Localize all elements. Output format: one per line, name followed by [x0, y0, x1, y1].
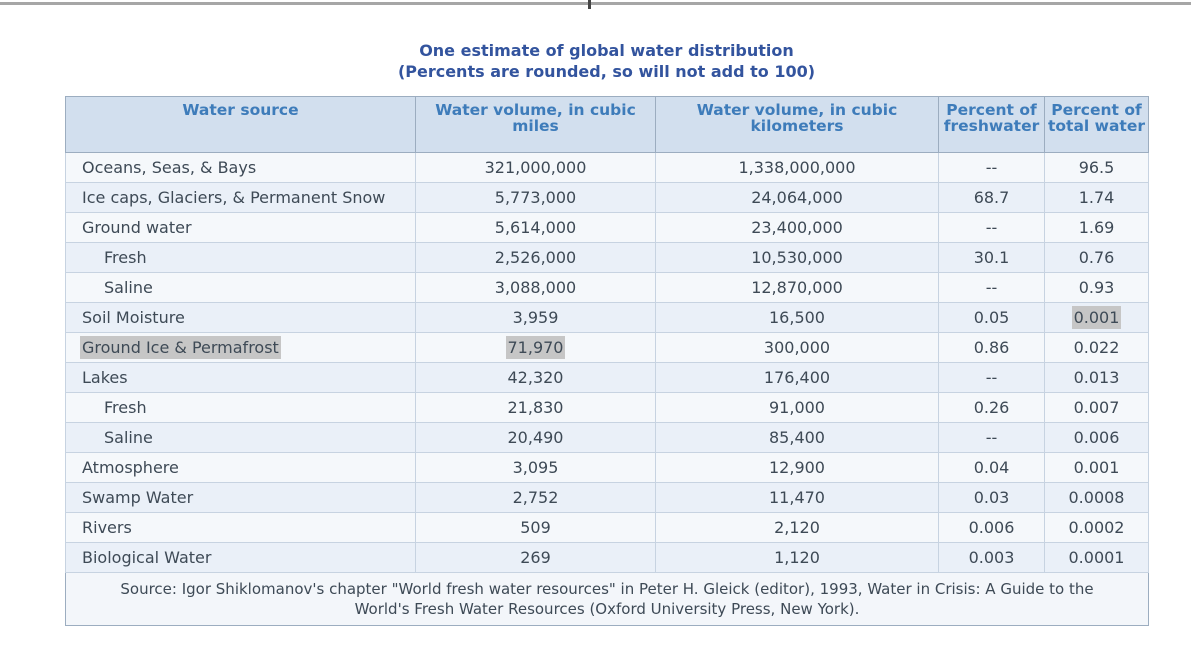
- cell-percent-total-water: [1045, 273, 1149, 303]
- cell-water-source: [66, 273, 416, 303]
- table-row: [66, 543, 1149, 573]
- cell-volume-cubic-miles: [416, 423, 656, 453]
- cell-percent-freshwater: [939, 213, 1045, 243]
- cell-percent-total-water: [1045, 543, 1149, 573]
- cell-percent-freshwater: [939, 483, 1045, 513]
- percent-total-water-value: 0.0001: [1068, 548, 1125, 567]
- cell-water-source: [66, 423, 416, 453]
- volume-miles-value: 20,490: [507, 428, 564, 447]
- cell-volume-cubic-miles: [416, 153, 656, 183]
- cell-volume-cubic-kilometers: [656, 303, 939, 333]
- source-row: [66, 573, 1149, 626]
- table-row: [66, 303, 1149, 333]
- table-row: [66, 273, 1149, 303]
- table-row: [66, 153, 1149, 183]
- water-source-label: Lakes: [82, 368, 128, 387]
- cell-water-source: [66, 213, 416, 243]
- cell-percent-total-water: [1045, 243, 1149, 273]
- percent-total-water-value: 0.007: [1073, 398, 1120, 417]
- cell-water-source: [66, 393, 416, 423]
- cell-percent-total-water: [1045, 333, 1149, 363]
- volume-kilometers-value: 12,870,000: [751, 278, 843, 297]
- cell-percent-freshwater: [939, 513, 1045, 543]
- percent-total-water-value: 0.001: [1073, 308, 1120, 327]
- percent-total-water-value: 1.74: [1078, 188, 1115, 207]
- volume-kilometers-value: 16,500: [769, 308, 825, 327]
- header-percent-total-water: Percent of total water: [1045, 97, 1149, 153]
- cell-volume-cubic-kilometers: [656, 543, 939, 573]
- cell-percent-total-water: [1045, 483, 1149, 513]
- cell-volume-cubic-kilometers: [656, 483, 939, 513]
- cell-percent-freshwater: [939, 183, 1045, 213]
- percent-freshwater-value: 30.1: [973, 248, 1010, 267]
- percent-total-water-value: 1.69: [1078, 218, 1115, 237]
- cell-percent-freshwater: [939, 543, 1045, 573]
- cell-water-source: [66, 303, 416, 333]
- title-line-2: (Percents are rounded, so will not add to 100): [397, 62, 816, 81]
- table-title: [65, 40, 1148, 82]
- table-row: [66, 213, 1149, 243]
- percent-freshwater-value: 0.03: [973, 488, 1010, 507]
- cell-percent-freshwater: [939, 333, 1045, 363]
- volume-miles-value: 509: [520, 518, 551, 537]
- water-source-label: Fresh: [104, 398, 147, 417]
- table-row: [66, 453, 1149, 483]
- volume-miles-value: 5,614,000: [494, 218, 577, 237]
- cell-volume-cubic-miles: [416, 483, 656, 513]
- volume-miles-value: 321,000,000: [484, 158, 587, 177]
- cell-volume-cubic-miles: [416, 513, 656, 543]
- cell-percent-freshwater: [939, 363, 1045, 393]
- water-source-label: Ground Ice & Permafrost: [82, 338, 279, 357]
- percent-freshwater-value: --: [985, 218, 998, 237]
- percent-freshwater-value: 0.05: [973, 308, 1010, 327]
- volume-kilometers-value: 23,400,000: [751, 218, 843, 237]
- volume-miles-value: 3,095: [512, 458, 559, 477]
- table-row: [66, 183, 1149, 213]
- header-row: [66, 97, 1149, 153]
- cell-volume-cubic-miles: [416, 363, 656, 393]
- cell-percent-freshwater: [939, 153, 1045, 183]
- percent-freshwater-value: 0.003: [968, 548, 1015, 567]
- water-source-label: Rivers: [82, 518, 132, 537]
- content-area: [65, 0, 1148, 626]
- cell-volume-cubic-kilometers: [656, 393, 939, 423]
- percent-total-water-value: 0.001: [1073, 458, 1120, 477]
- cell-water-source: [66, 243, 416, 273]
- percent-freshwater-value: 68.7: [973, 188, 1010, 207]
- cell-volume-cubic-miles: [416, 273, 656, 303]
- volume-miles-value: 2,752: [512, 488, 559, 507]
- volume-kilometers-value: 176,400: [763, 368, 831, 387]
- cell-percent-freshwater: [939, 423, 1045, 453]
- volume-kilometers-value: 24,064,000: [751, 188, 843, 207]
- cell-percent-total-water: [1045, 423, 1149, 453]
- table-row: [66, 423, 1149, 453]
- cell-water-source: [66, 513, 416, 543]
- volume-kilometers-value: 12,900: [769, 458, 825, 477]
- water-source-label: Soil Moisture: [82, 308, 185, 327]
- cell-volume-cubic-miles: [416, 393, 656, 423]
- volume-kilometers-value: 2,120: [774, 518, 820, 537]
- water-distribution-table: [65, 96, 1149, 626]
- cell-volume-cubic-kilometers: [656, 423, 939, 453]
- percent-total-water-value: 0.93: [1078, 278, 1115, 297]
- percent-freshwater-value: --: [985, 158, 998, 177]
- percent-freshwater-value: 0.86: [973, 338, 1010, 357]
- cell-volume-cubic-kilometers: [656, 513, 939, 543]
- volume-miles-value: 3,088,000: [494, 278, 577, 297]
- volume-kilometers-value: 91,000: [769, 398, 825, 417]
- cell-volume-cubic-miles: [416, 453, 656, 483]
- table-row: [66, 363, 1149, 393]
- percent-total-water-value: 0.0008: [1068, 488, 1125, 507]
- cell-volume-cubic-kilometers: [656, 213, 939, 243]
- table-row: [66, 333, 1149, 363]
- cell-percent-total-water: [1045, 153, 1149, 183]
- volume-miles-value: 5,773,000: [494, 188, 577, 207]
- cell-volume-cubic-kilometers: [656, 333, 939, 363]
- water-source-label: Biological Water: [82, 548, 212, 567]
- cell-percent-freshwater: [939, 453, 1045, 483]
- volume-kilometers-value: 11,470: [769, 488, 825, 507]
- cell-percent-total-water: [1045, 393, 1149, 423]
- percent-total-water-value: 0.0002: [1068, 518, 1125, 537]
- table-row: [66, 513, 1149, 543]
- percent-total-water-value: 0.022: [1073, 338, 1120, 357]
- table-row: [66, 243, 1149, 273]
- cell-water-source: [66, 153, 416, 183]
- cell-percent-freshwater: [939, 243, 1045, 273]
- cell-percent-total-water: [1045, 453, 1149, 483]
- cell-percent-freshwater: [939, 393, 1045, 423]
- volume-kilometers-value: 10,530,000: [751, 248, 843, 267]
- cell-volume-cubic-miles: [416, 213, 656, 243]
- table-row: [66, 393, 1149, 423]
- volume-miles-value: 2,526,000: [494, 248, 577, 267]
- source-note: Source: Igor Shiklomanov's chapter "World fresh water resources" in Peter H. Gleick (editor), 1993, Water in Crisis: A Guide to the World's Fresh Water Resources (Oxford University Press, New York).: [66, 573, 1149, 626]
- cell-percent-total-water: [1045, 303, 1149, 333]
- percent-freshwater-value: --: [985, 278, 998, 297]
- water-source-label: Saline: [104, 278, 153, 297]
- volume-miles-value: 3,959: [512, 308, 559, 327]
- volume-kilometers-value: 1,120: [774, 548, 820, 567]
- water-source-label: Fresh: [104, 248, 147, 267]
- header-water-source: Water source: [66, 97, 416, 153]
- cell-volume-cubic-miles: [416, 183, 656, 213]
- table-row: [66, 483, 1149, 513]
- cell-volume-cubic-kilometers: [656, 363, 939, 393]
- cell-volume-cubic-kilometers: [656, 243, 939, 273]
- water-source-label: Ice caps, Glaciers, & Permanent Snow: [82, 188, 386, 207]
- volume-miles-value: 42,320: [507, 368, 564, 387]
- cell-water-source: [66, 333, 416, 363]
- water-source-label: Swamp Water: [82, 488, 194, 507]
- cell-volume-cubic-kilometers: [656, 183, 939, 213]
- percent-freshwater-value: 0.26: [973, 398, 1010, 417]
- cell-volume-cubic-kilometers: [656, 273, 939, 303]
- volume-miles-value: 21,830: [507, 398, 564, 417]
- percent-total-water-value: 0.006: [1073, 428, 1120, 447]
- volume-kilometers-value: 1,338,000,000: [738, 158, 856, 177]
- header-volume-cubic-kilometers: Water volume, in cubic kilometers: [656, 97, 939, 153]
- cell-volume-cubic-kilometers: [656, 453, 939, 483]
- cell-percent-total-water: [1045, 363, 1149, 393]
- cell-volume-cubic-miles: [416, 243, 656, 273]
- water-source-label: Ground water: [82, 218, 192, 237]
- table-body: [66, 153, 1149, 573]
- header-percent-freshwater: Percent of freshwater: [939, 97, 1045, 153]
- cell-percent-total-water: [1045, 513, 1149, 543]
- volume-kilometers-value: 300,000: [763, 338, 831, 357]
- cell-percent-total-water: [1045, 183, 1149, 213]
- percent-total-water-value: 0.76: [1078, 248, 1115, 267]
- cell-water-source: [66, 483, 416, 513]
- volume-miles-value: 269: [520, 548, 551, 567]
- water-source-label: Atmosphere: [82, 458, 179, 477]
- percent-freshwater-value: --: [985, 368, 998, 387]
- volume-kilometers-value: 85,400: [769, 428, 825, 447]
- percent-freshwater-value: 0.006: [968, 518, 1015, 537]
- cell-volume-cubic-miles: [416, 303, 656, 333]
- cell-water-source: [66, 453, 416, 483]
- cell-volume-cubic-kilometers: [656, 153, 939, 183]
- water-source-label: Oceans, Seas, & Bays: [82, 158, 257, 177]
- cell-percent-total-water: [1045, 213, 1149, 243]
- cell-volume-cubic-miles: [416, 333, 656, 363]
- percent-total-water-value: 0.013: [1073, 368, 1120, 387]
- percent-freshwater-value: --: [985, 428, 998, 447]
- header-volume-cubic-miles: Water volume, in cubic miles: [416, 97, 656, 153]
- water-source-label: Saline: [104, 428, 153, 447]
- volume-miles-value: 71,970: [507, 338, 564, 357]
- cell-percent-freshwater: [939, 273, 1045, 303]
- percent-total-water-value: 96.5: [1078, 158, 1115, 177]
- cell-percent-freshwater: [939, 303, 1045, 333]
- cell-water-source: [66, 543, 416, 573]
- title-line-1: One estimate of global water distribution: [419, 41, 794, 60]
- cell-water-source: [66, 183, 416, 213]
- percent-freshwater-value: 0.04: [973, 458, 1010, 477]
- cell-volume-cubic-miles: [416, 543, 656, 573]
- cell-water-source: [66, 363, 416, 393]
